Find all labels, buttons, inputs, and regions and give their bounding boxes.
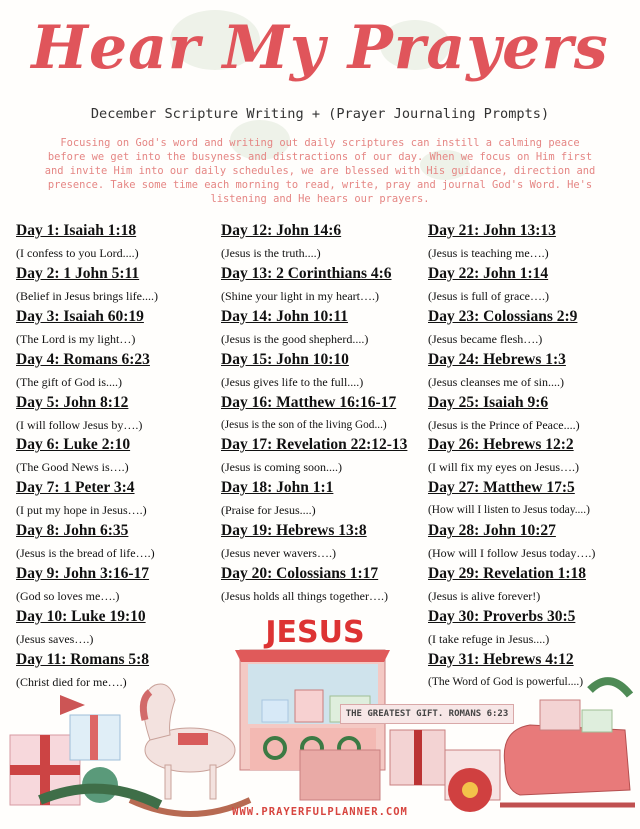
reading-prompt: (How will I follow Jesus today….)	[428, 546, 596, 561]
reading-item	[428, 479, 638, 522]
reading-prompt: (Christ died for me….)	[16, 674, 127, 689]
reading-reference: Day 7: 1 Peter 3:4	[16, 479, 135, 497]
reading-item	[16, 522, 226, 565]
reading-item	[16, 222, 226, 265]
reading-prompt: (Jesus cleanses me of sin....)	[428, 374, 564, 389]
reading-reference: Day 18: John 1:1	[221, 479, 334, 497]
reading-prompt: (Jesus became flesh….)	[428, 331, 543, 346]
reading-prompt: (Jesus saves….)	[16, 632, 94, 647]
reading-reference: Day 15: John 10:10	[221, 350, 349, 368]
reading-reference: Day 27: Matthew 17:5	[428, 479, 575, 497]
website-url: WWW.PRAYERFULPLANNER.COM	[232, 806, 408, 818]
christmas-booth-illustration	[235, 650, 390, 800]
reading-prompt: (The Good News is….)	[16, 460, 129, 475]
reading-reference: Day 30: Proverbs 30:5	[428, 608, 576, 626]
reading-reference: Day 26: Hebrews 12:2	[428, 436, 574, 454]
reading-reference: Day 20: Colossians 1:17	[221, 565, 379, 583]
reading-item	[428, 394, 638, 437]
reading-item	[16, 394, 226, 437]
reading-item	[221, 265, 431, 308]
reading-prompt: (Jesus is coming soon....)	[221, 460, 342, 475]
reading-reference: Day 5: John 8:12	[16, 393, 129, 411]
reading-reference: Day 2: 1 John 5:11	[16, 264, 140, 282]
reading-prompt: (I take refuge in Jesus....)	[428, 632, 550, 647]
reading-prompt: (Belief in Jesus brings life....)	[16, 288, 158, 303]
reading-reference: Day 29: Revelation 1:18	[428, 565, 586, 583]
reading-reference: Day 24: Hebrews 1:3	[428, 350, 566, 368]
sleigh-illustration	[500, 681, 635, 805]
reading-prompt: (Jesus is the truth....)	[221, 246, 321, 260]
reading-reference: Day 14: John 10:11	[221, 307, 349, 325]
reading-item	[221, 222, 431, 265]
reading-reference: Day 25: Isaiah 9:6	[428, 393, 549, 411]
reading-reference: Day 11: Romans 5:8	[16, 650, 150, 668]
reading-reference: Day 9: John 3:16-17	[16, 565, 150, 583]
reading-prompt: (Jesus never wavers….)	[221, 546, 336, 561]
reading-reference: Day 17: Revelation 22:12-13	[221, 436, 408, 454]
reading-prompt: (Jesus is the Prince of Peace....)	[428, 417, 580, 432]
reading-item	[221, 351, 431, 394]
right-gift-pile-illustration	[390, 730, 500, 812]
reading-prompt: (Jesus is alive forever!)	[428, 589, 541, 604]
reading-item	[428, 308, 638, 351]
reading-item	[221, 522, 431, 565]
reading-prompt: (Jesus is full of grace….)	[428, 288, 549, 303]
reading-reference: Day 28: John 10:27	[428, 522, 556, 540]
reading-item	[221, 479, 431, 522]
reading-item	[221, 436, 431, 479]
left-gift-pile-illustration	[10, 695, 160, 805]
reading-item	[428, 222, 638, 265]
reading-reference: Day 13: 2 Corinthians 4:6	[221, 264, 392, 282]
reading-reference: Day 31: Hebrews 4:12	[428, 650, 574, 668]
reading-reference: Day 4: Romans 6:23	[16, 350, 150, 368]
reading-prompt: (Jesus holds all things together….)	[221, 589, 388, 604]
reading-item	[16, 351, 226, 394]
reading-reference: Day 8: John 6:35	[16, 522, 129, 540]
reading-reference: Day 19: Hebrews 13:8	[221, 522, 367, 540]
reading-reference: Day 21: John 13:13	[428, 222, 556, 239]
reading-item	[428, 522, 638, 565]
reading-prompt: (God so loves me….)	[16, 589, 120, 604]
reading-reference: Day 1: Isaiah 1:18	[16, 222, 137, 239]
reading-prompt: (The gift of God is....)	[16, 374, 122, 389]
reading-prompt: (I put my hope in Jesus….)	[16, 503, 147, 518]
reading-reference: Day 12: John 14:6	[221, 222, 342, 239]
reading-prompt: (I will fix my eyes on Jesus….)	[428, 460, 579, 475]
reading-prompt: (Jesus is teaching me….)	[428, 246, 549, 260]
reading-item	[221, 308, 431, 351]
reading-item	[16, 479, 226, 522]
reading-reference: Day 22: John 1:14	[428, 264, 549, 282]
reading-reference: Day 6: Luke 2:10	[16, 436, 131, 454]
reading-prompt: (I will follow Jesus by….)	[16, 417, 143, 432]
reading-item	[16, 265, 226, 308]
reading-reference: Day 16: Matthew 16:16-17	[221, 393, 397, 411]
reading-item	[428, 436, 638, 479]
reading-prompt: (The Lord is my light…)	[16, 331, 136, 346]
page-title: Hear My Prayers	[31, 13, 609, 83]
reading-prompt: (I confess to you Lord....)	[16, 246, 139, 260]
reading-reference: Day 3: Isaiah 60:19	[16, 307, 144, 325]
reading-prompt: (Shine your light in my heart….)	[221, 288, 379, 303]
reading-prompt: (Jesus is the good shepherd....)	[221, 331, 369, 346]
page-subtitle: December Scripture Writing + (Prayer Journaling Prompts)	[90, 106, 550, 122]
intro-paragraph: Focusing on God's word and writing out daily scriptures can instill a calming peace before we get into the busyness and distractions of our day. When we focus on Him first and invite Him into our daily schedules, we are blessed with His guidance, direction and presence. Take some time each morning to read, write, pray and journal God's Word. He's listening and He hears our prayers.	[44, 137, 596, 205]
reading-prompt: (How will I listen to Jesus today....)	[428, 504, 590, 517]
reading-column-2	[221, 222, 431, 608]
reading-item	[16, 308, 226, 351]
reading-prompt: (The Word of God is powerful....)	[428, 675, 584, 688]
reading-prompt: (Jesus is the son of the living God...)	[221, 418, 387, 431]
reading-prompt: (Jesus is the bread of life….)	[16, 546, 155, 561]
reading-item	[16, 436, 226, 479]
reading-reference: Day 23: Colossians 2:9	[428, 307, 578, 325]
reading-item	[221, 394, 431, 437]
reading-item	[428, 265, 638, 308]
jesus-marquee-sign: JESUS	[265, 615, 365, 650]
reading-prompt: (Praise for Jesus....)	[221, 503, 316, 518]
reading-prompt: (Jesus gives life to the full....)	[221, 374, 364, 389]
reading-reference: Day 10: Luke 19:10	[16, 608, 146, 626]
reading-item	[428, 351, 638, 394]
greatest-gift-banner: THE GREATEST GIFT. ROMANS 6:23	[340, 704, 514, 724]
